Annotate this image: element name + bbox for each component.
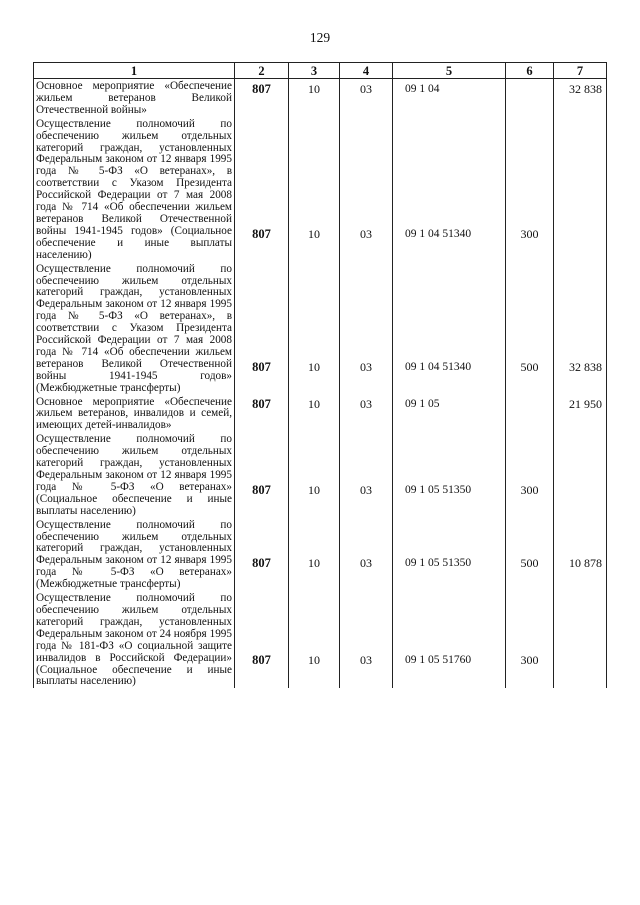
table-row (34, 432, 607, 517)
amount (554, 591, 607, 688)
amount: 32 838 (554, 262, 607, 395)
expense-type-code (506, 395, 554, 433)
article-code: 09 1 05 51760 (393, 591, 506, 688)
expense-type-code: 500 (506, 518, 554, 591)
table-row (34, 79, 607, 117)
section-code: 10 (289, 591, 340, 688)
page-number: 129 (309, 30, 331, 45)
table-row (34, 395, 607, 433)
ministry-code: 807 (235, 117, 289, 262)
row-description: Осуществление полномочий по обеспечению жильем отдельных категорий граждан, установленных Федеральным законом от 12 января 1995 года № 5-ФЗ «О ветеранах» (Социальное обеспечение и иные выплаты населению) (34, 432, 235, 517)
header-col-3: 3 (289, 63, 340, 79)
expense-type-code (506, 79, 554, 117)
table-row (34, 262, 607, 395)
header-col-5: 5 (393, 63, 506, 79)
header-col-4: 4 (340, 63, 393, 79)
row-description: Осуществление полномочий по обеспечению жильем отдельных категорий граждан, установленных Федеральным законом от 12 января 1995 года № 5-ФЗ «О ветеранах» (Межбюджетные трансферты) (34, 518, 235, 591)
subsection-code: 03 (340, 262, 393, 395)
amount: 10 878 (554, 518, 607, 591)
expense-type-code: 300 (506, 591, 554, 688)
subsection-code: 03 (340, 395, 393, 433)
budget-table (33, 62, 607, 688)
row-description: Осуществление полномочий по обеспечению жильем отдельных категорий граждан, установленных Федеральным законом от 24 ноября 1995 года № 181-ФЗ «О социальной защите инвалидов в Российской Федерации» (Социальное обеспечение и иные выплаты населению) (34, 591, 235, 688)
expense-type-code: 300 (506, 117, 554, 262)
header-col-7: 7 (554, 63, 607, 79)
section-code: 10 (289, 117, 340, 262)
row-description: Осуществление полномочий по обеспечению жильем отдельных категорий граждан, установленных Федеральным законом от 12 января 1995 года № 5-ФЗ «О ветеранах», в соответствии с Указом Президента Российской Федерации от 7 мая 2008 года № 714 «Об обеспечении жильем ветеранов Великой Отечественной войны 1941-1945 годов» (Социальное обеспечение и иные выплаты населению) (34, 117, 235, 262)
subsection-code: 03 (340, 117, 393, 262)
header-col-1: 1 (34, 63, 235, 79)
header-col-2: 2 (235, 63, 289, 79)
ministry-code: 807 (235, 79, 289, 117)
subsection-code: 03 (340, 591, 393, 688)
header-row (34, 63, 607, 79)
table-row (34, 117, 607, 262)
amount: 21 950 (554, 395, 607, 433)
article-code: 09 1 04 51340 (393, 117, 506, 262)
table-row (34, 591, 607, 688)
article-code: 09 1 04 51340 (393, 262, 506, 395)
section-code: 10 (289, 518, 340, 591)
amount (554, 117, 607, 262)
expense-type-code: 500 (506, 262, 554, 395)
row-description: Основное мероприятие «Обеспечение жильем ветеранов Великой Отечественной войны» (34, 79, 235, 117)
section-code: 10 (289, 395, 340, 433)
expense-type-code: 300 (506, 432, 554, 517)
amount: 32 838 (554, 79, 607, 117)
article-code: 09 1 05 51350 (393, 518, 506, 591)
row-description: Осуществление полномочий по обеспечению жильем отдельных категорий граждан, установленных Федеральным законом от 12 января 1995 года № 5-ФЗ «О ветеранах», в соответствии с Указом Президента Российской Федерации от 7 мая 2008 года № 714 «Об обеспечении жильем ветеранов Великой Отечественной войны 1941-1945 годов» (Межбюджетные трансферты) (34, 262, 235, 395)
ministry-code: 807 (235, 518, 289, 591)
row-description: Основное мероприятие «Обеспечение жильем ветеранов, инвалидов и семей, имеющих детей-инвалидов» (34, 395, 235, 433)
section-code: 10 (289, 262, 340, 395)
ministry-code: 807 (235, 262, 289, 395)
section-code: 10 (289, 79, 340, 117)
subsection-code: 03 (340, 518, 393, 591)
ministry-code: 807 (235, 591, 289, 688)
amount (554, 432, 607, 517)
article-code: 09 1 04 (393, 79, 506, 117)
table-row (34, 518, 607, 591)
article-code: 09 1 05 51350 (393, 432, 506, 517)
section-code: 10 (289, 432, 340, 517)
subsection-code: 03 (340, 79, 393, 117)
article-code: 09 1 05 (393, 395, 506, 433)
subsection-code: 03 (340, 432, 393, 517)
ministry-code: 807 (235, 432, 289, 517)
header-col-6: 6 (506, 63, 554, 79)
ministry-code: 807 (235, 395, 289, 433)
